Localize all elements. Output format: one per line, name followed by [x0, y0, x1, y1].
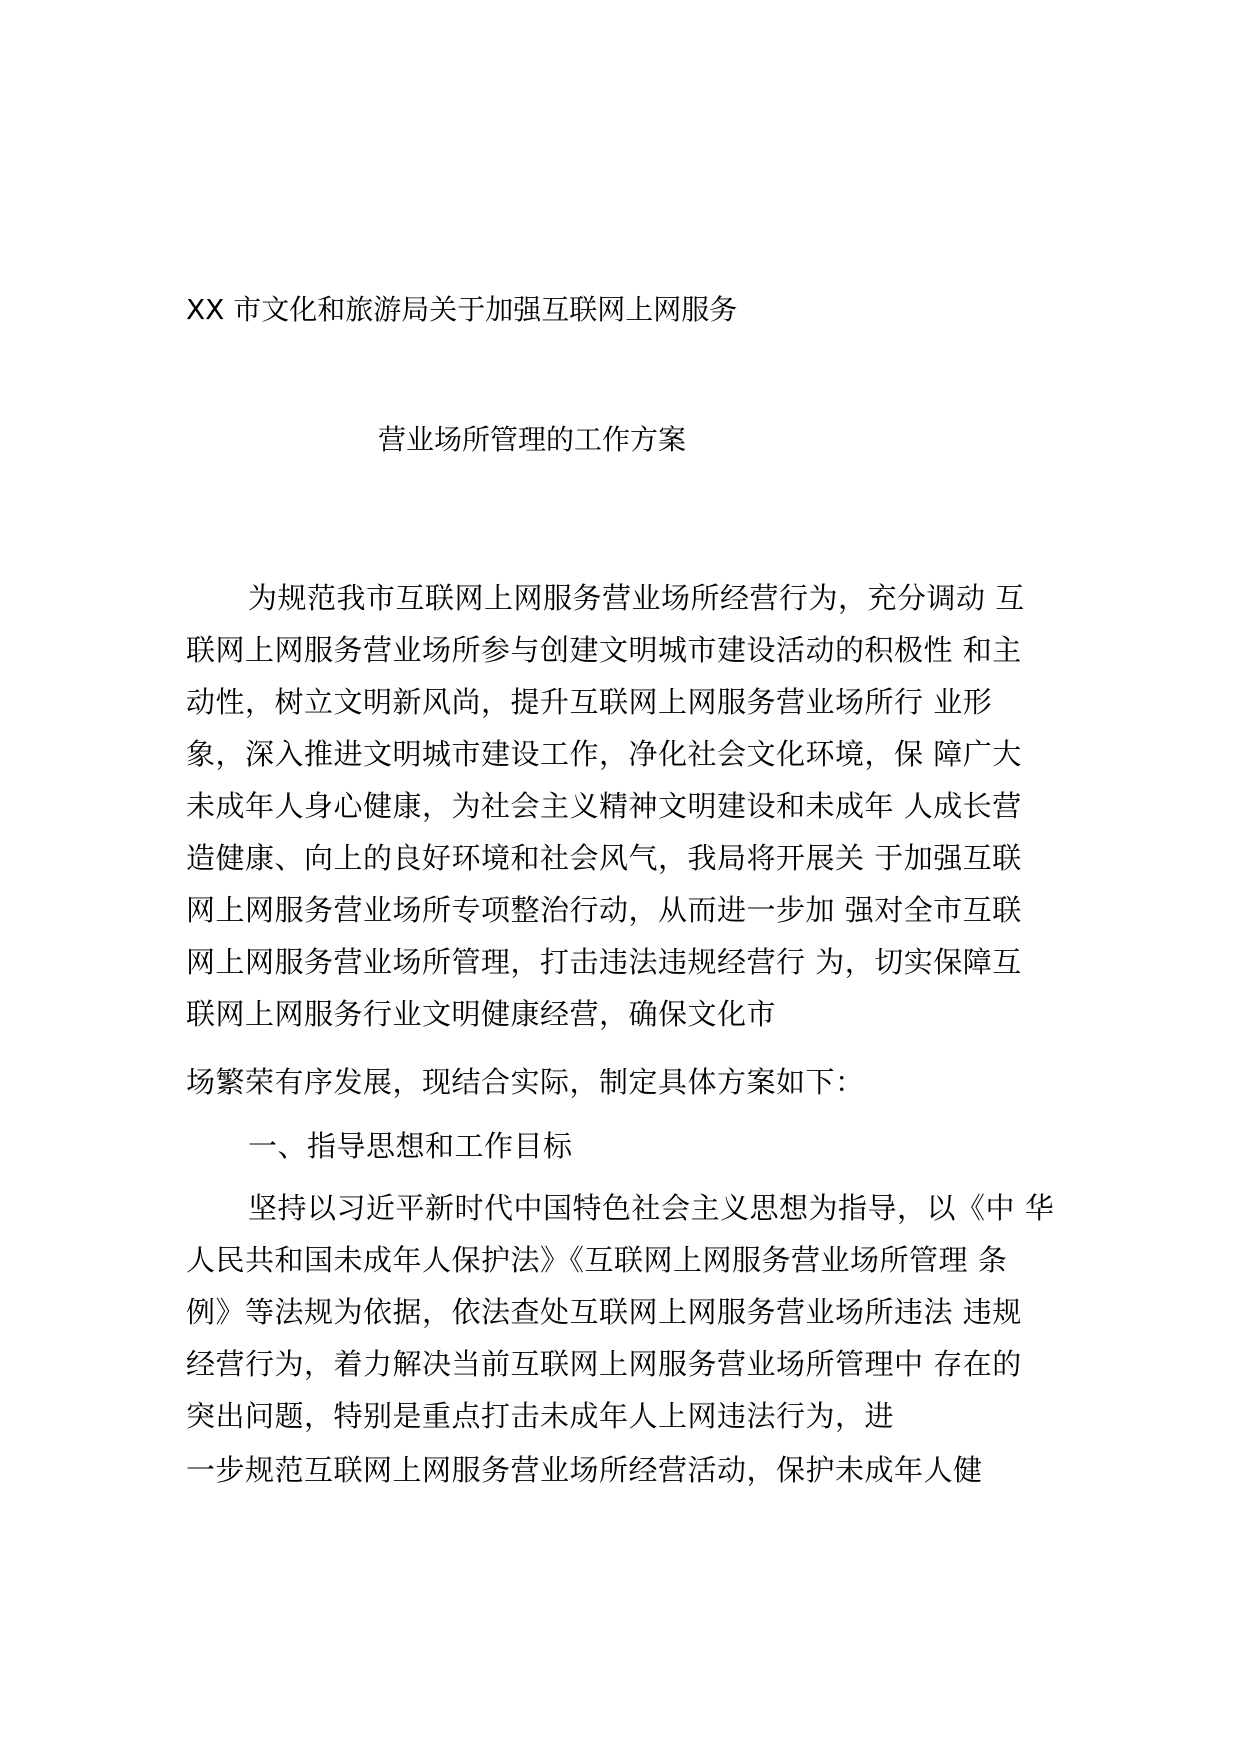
intro-continuation — [186, 1056, 1056, 1108]
section-1-line-3: 例》等法规为依据，依法查处互联网上网服务营业场所违法 违规 — [186, 1295, 1022, 1329]
section-1-heading: 一、指导思想和工作目标 — [248, 1129, 573, 1163]
intro-paragraph — [186, 572, 1056, 1040]
intro-line-6: 造健康、向上的良好环境和社会风气，我局将开展关 于加强互联 — [186, 841, 1022, 875]
section-1-line-4: 经营行为，着力解决当前互联网上网服务营业场所管理中 存在的 — [186, 1347, 1022, 1381]
intro-line-4: 象，深入推进文明城市建设工作，净化社会文化环境，保 障广大 — [186, 737, 1022, 771]
document-title-line-2: 营业场所管理的工作方案 — [378, 423, 687, 456]
intro-line-9: 联网上网服务行业文明健康经营，确保文化市 — [186, 997, 777, 1031]
intro-line-2: 联网上网服务营业场所参与创建文明城市建设活动的积极性 和主 — [186, 633, 1022, 667]
document-title-line-1: XX 市文化和旅游局关于加强互联网上网服务 — [186, 293, 738, 326]
section-1-heading-block — [186, 1120, 1056, 1172]
section-1-line-1: 坚持以习近平新时代中国特色社会主义思想为指导，以《中 华 — [248, 1191, 1055, 1225]
section-1-line-2: 人民共和国未成年人保护法》《互联网上网服务营业场所管理 条 — [186, 1243, 1008, 1277]
section-1-continuation — [186, 1444, 1056, 1496]
section-1-continuation-line: 一步规范互联网上网服务营业场所经营活动，保护未成年人健 — [186, 1453, 983, 1487]
intro-line-3: 动性，树立文明新风尚，提升互联网上网服务营业场所行 业形 — [186, 685, 993, 719]
intro-continuation-line: 场繁荣有序发展，现结合实际，制定具体方案如下： — [186, 1065, 865, 1099]
intro-line-8: 网上网服务营业场所管理，打击违法违规经营行 为，切实保障互 — [186, 945, 1022, 979]
intro-line-1: 为规范我市互联网上网服务营业场所经营行为，充分调动 互 — [248, 581, 1025, 615]
section-1-line-5: 突出问题，特别是重点打击未成年人上网违法行为，进 — [186, 1399, 895, 1433]
intro-line-7: 网上网服务营业场所专项整治行动，从而进一步加 强对全市互联 — [186, 893, 1022, 927]
intro-line-5: 未成年人身心健康，为社会主义精神文明建设和未成年 人成长营 — [186, 789, 1022, 823]
section-1-paragraph — [186, 1182, 1056, 1442]
